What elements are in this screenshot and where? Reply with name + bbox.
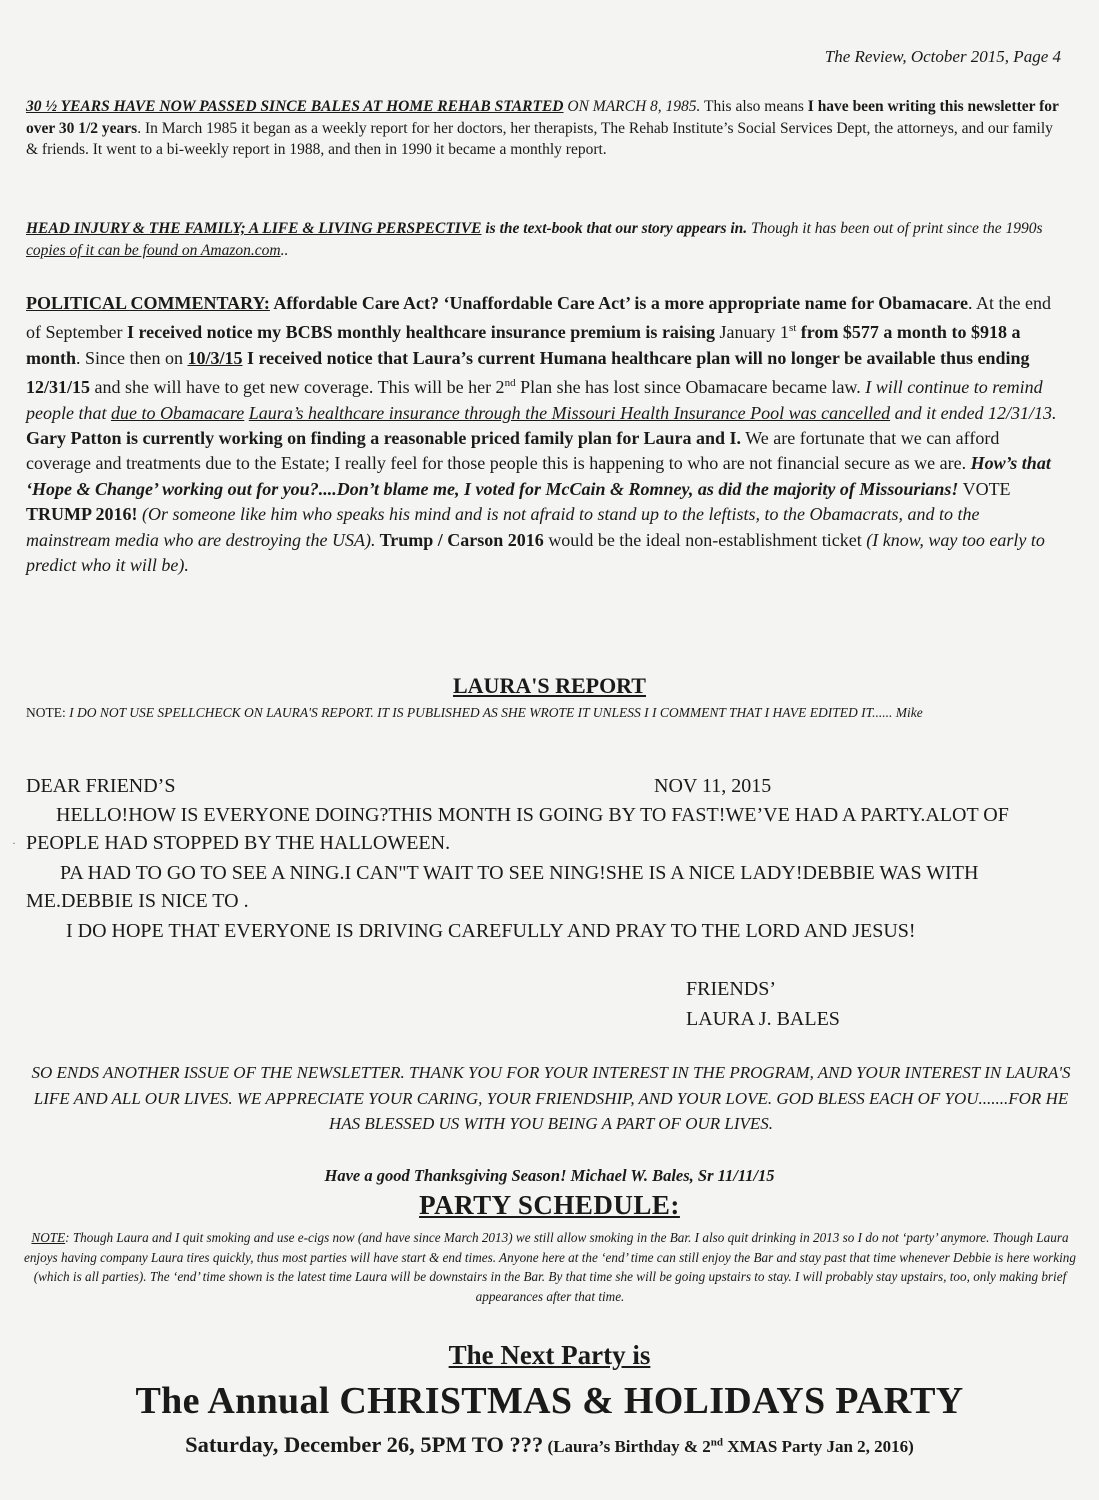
pol-t8: would be the ideal non-establishment ticket [543, 529, 867, 550]
pol-t2: January 1 [714, 322, 789, 343]
party-date [0, 1432, 1099, 1458]
political-commentary [26, 291, 1066, 578]
party-when: Saturday, December 26, 5PM TO ??? [185, 1432, 544, 1457]
book-text-2: Though it has been out of print since the 1990s [747, 220, 1043, 237]
pol-i5: and it ended 12/31/13. [890, 402, 1057, 423]
margin-mark: · [12, 836, 16, 850]
party-aside-1: (Laura’s Birthday & 2 [543, 1437, 711, 1456]
amazon-link[interactable]: copies of it can be found on Amazon.com [26, 241, 281, 259]
intro-bold: I have been writing this newsletter for over 30 1/2 years [26, 98, 1059, 137]
pol-i7: (I know, way too early to predict who it will be). [26, 529, 1045, 576]
pol-b2: I received notice my BCBS monthly healthcare insurance premium is raising [126, 322, 715, 343]
note-prefix: NOTE: [26, 705, 70, 720]
political-label: POLITICAL COMMENTARY: [26, 293, 270, 313]
pol-t3: . Since then on [76, 347, 188, 368]
party-aside [543, 1437, 914, 1456]
party-title-text: PARTY SCHEDULE: [419, 1190, 680, 1220]
party-schedule-title [0, 1190, 1099, 1221]
intro-text-1: This also means [700, 98, 808, 115]
pol-date: 10/3/15 [187, 347, 243, 368]
party-aside-sup: nd [710, 1436, 724, 1449]
book-text-1: is the text-book that our story appears in. [481, 220, 748, 237]
pol-b8: Trump / Carson 2016 [375, 529, 544, 550]
pol-i2: due to Obamacare [110, 402, 245, 423]
pol-t1: . At the end of September [26, 293, 1051, 343]
party-note-label: NOTE [31, 1230, 66, 1245]
pol-b5: I received notice that Laura’s current Humana healthcare plan will no longer be available thus ending 12/31/15 [26, 347, 1030, 398]
party-aside-2: XMAS Party Jan 2, 2016) [723, 1437, 914, 1456]
intro-text-2: . In March 1985 it began as a weekly report for her doctors, her therapists, The Rehab Institute’s Social Services Dept, the attorneys, and our family & friends. It went to a bi-weekly report in 1988, and then in 1990 it became a monthly report. [26, 119, 1053, 158]
letter-signature: LAURA J. BALES [686, 1008, 840, 1030]
pol-sup1: st [788, 322, 797, 335]
pol-i4: Laura’s healthcare insurance through the Missouri Health Insurance Pool was cancelled [248, 402, 891, 423]
intro-paragraph [26, 96, 1066, 161]
book-title: HEAD INJURY & THE FAMILY; A LIFE & LIVING PERSPECTIVE [26, 220, 482, 237]
pol-t7: VOTE [958, 478, 1011, 499]
pol-sup2: nd [504, 377, 516, 390]
pol-t5: Plan she has lost since Obamacare became law. [515, 377, 866, 398]
next-party-heading [0, 1340, 1099, 1371]
party-note-text: : Though Laura and I quit smoking and use e-cigs now (and have since March 2013) we still allow smoking in the Bar. I also quit drinking in 2013 so I do not ‘party’ anymore. Though Laura enjoys having company Laura tires quickly, thus most parties will have start & end times. Anyone here at the ‘end’ time can still enjoy the Bar and stay past that time whenever Debbie is here working (which is all parties). The ‘end’ time shown is the latest time Laura will be downstairs in the Bar. By that time she will be going upstairs to stay. I will probably stay upstairs, too, only making brief appearances after that time. [23, 1230, 1076, 1304]
closing-message: SO ENDS ANOTHER ISSUE OF THE NEWSLETTER. THANK YOU FOR YOUR INTEREST IN THE PROGRAM, AND YOUR INTEREST IN LAURA'S LIFE AND ALL OUR LIVES. WE APPRECIATE YOUR CARING, YOUR FRIENDSHIP, AND YOUR LOVE. GOD BLESS EACH OF YOU.......FOR HE HAS BLESSED US WITH YOU BEING A PART OF OUR LIVES. [31, 1063, 1071, 1133]
letter-greeting: DEAR FRIEND’S [26, 775, 176, 797]
lauras-report-title: LAURA'S REPORT [453, 673, 646, 698]
intro-title: 30 ½ YEARS HAVE NOW PASSED SINCE BALES AT HOME REHAB STARTED [26, 98, 564, 115]
intro-date: ON MARCH 8, 1985. [563, 98, 701, 115]
letter-paragraph-3: I DO HOPE THAT EVERYONE IS DRIVING CAREFULLY AND PRAY TO THE LORD AND JESUS! [66, 920, 916, 942]
pol-i6: (Or someone like him who speaks his mind and is not afraid to stand up to the leftists, to the Obamacrats, and to the mainstream media who are destroying the USA). [26, 504, 980, 550]
page-header: The Review, October 2015, Page 4 [824, 47, 1061, 66]
book-text-3: .. [280, 241, 289, 259]
letter-paragraph-1: HELLO!HOW IS EVERYONE DOING?THIS MONTH IS GOING BY TO FAST!WE’VE HAD A PARTY.ALOT OF PEOPLE HAD STOPPED BY THE HALLOWEEN. [26, 804, 1009, 854]
party-note [20, 1228, 1080, 1306]
pol-b1: Affordable Care Act? ‘Unaffordable Care Act’ is a more appropriate name for Obamacare [269, 293, 968, 313]
letter-date: NOV 11, 2015 [654, 775, 772, 797]
next-party-text: The Next Party is [448, 1340, 651, 1370]
pol-t4: and she will have to get new coverage. This will be her 2 [90, 377, 505, 398]
letter-closing: FRIENDS’ [686, 978, 777, 1000]
note-text: I DO NOT USE SPELLCHECK ON LAURA'S REPORT. IT IS PUBLISHED AS SHE WROTE IT UNLESS I I COMMENT THAT I HAVE EDITED IT...... Mike [69, 705, 923, 720]
lauras-report-note [26, 704, 1066, 721]
pol-i1: I will continue to remind people that [26, 377, 1043, 423]
party-event-name: The Annual CHRISTMAS & HOLIDAYS PARTY [135, 1380, 964, 1422]
letter-paragraph-2: PA HAD TO GO TO SEE A NING.I CAN"T WAIT TO SEE NING!SHE IS A NICE LADY!DEBBIE WAS WITH ME.DEBBIE IS NICE TO . [26, 862, 979, 912]
pol-b6: Gary Patton is currently working on finding a reasonable priced family plan for Laura and I. [26, 428, 742, 449]
editor-signature: Have a good Thanksgiving Season! Michael W. Bales, Sr 11/11/15 [324, 1166, 775, 1185]
pol-t6: We are fortunate that we can afford coverage and treatments due to the Estate; I really feel for those people this is happening to who are not financial secure as we are. [26, 428, 1000, 474]
pol-b3: from $577 a month to $918 a month [26, 322, 1021, 368]
pol-b7: TRUMP 2016! [26, 504, 138, 525]
book-paragraph [26, 218, 1066, 261]
pol-bi1: How’s that ‘Hope & Change’ working out for you?....Don’t blame me, I voted for McCain & Romney, as did the majority of Missourians! [26, 453, 1051, 499]
